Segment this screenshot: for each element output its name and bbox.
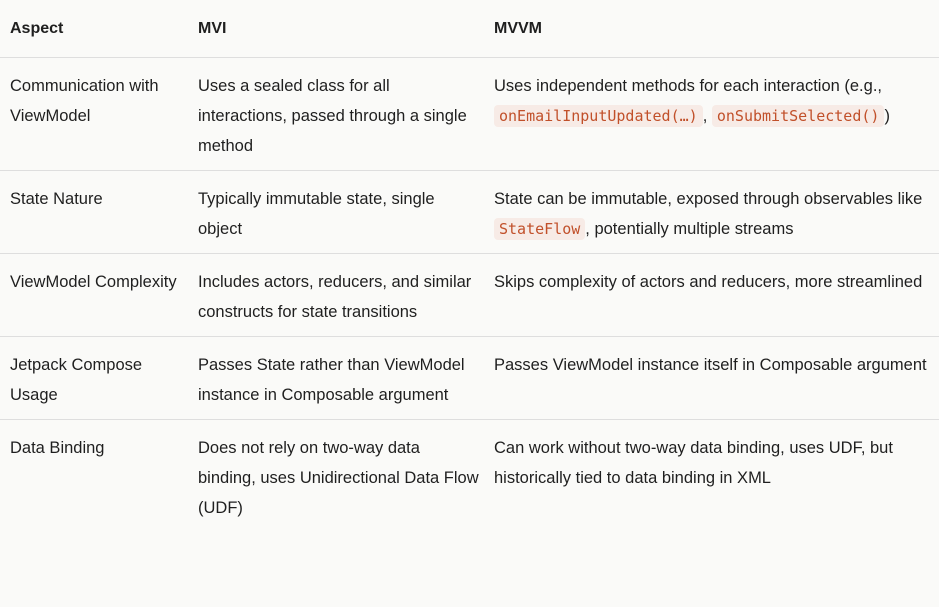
aspect-cell: Communication with ViewModel bbox=[0, 58, 188, 171]
table-row bbox=[0, 254, 939, 337]
mvvm-text: Uses independent methods for each interaction (e.g., bbox=[494, 77, 882, 95]
aspect-cell: Data Binding bbox=[10, 439, 105, 457]
mvvm-text: , potentially multiple streams bbox=[585, 220, 794, 238]
aspect-cell: State Nature bbox=[0, 171, 188, 254]
code-snippet: onSubmitSelected() bbox=[712, 105, 885, 127]
mvvm-text: ) bbox=[884, 107, 890, 125]
header-mvvm: MVVM bbox=[484, 0, 939, 58]
mvi-cell: Uses a sealed class for all interactions, passed through a single method bbox=[188, 58, 484, 171]
header-aspect: Aspect bbox=[0, 0, 188, 58]
mvvm-cell: Skips complexity of actors and reducers, more streamlined bbox=[484, 254, 939, 337]
header-row bbox=[0, 0, 939, 58]
table-row bbox=[0, 171, 939, 254]
table-row bbox=[0, 337, 939, 420]
mvvm-cell: Can work without two-way data binding, uses UDF, but historically tied to data binding in XML bbox=[494, 439, 893, 487]
header-mvi: MVI bbox=[188, 0, 484, 58]
code-snippet: StateFlow bbox=[494, 218, 585, 240]
mvi-cell: Includes actors, reducers, and similar constructs for state transitions bbox=[188, 254, 484, 337]
mvvm-cell bbox=[484, 58, 939, 171]
mvvm-text: State can be immutable, exposed through observables like bbox=[494, 190, 923, 208]
aspect-cell: Jetpack Compose Usage bbox=[0, 337, 188, 420]
table-row bbox=[0, 58, 939, 171]
mvvm-text: , bbox=[702, 107, 708, 125]
mvvm-cell bbox=[484, 171, 939, 254]
mvi-cell: Typically immutable state, single object bbox=[188, 171, 484, 254]
table-row bbox=[0, 420, 939, 533]
mvi-cell: Does not rely on two-way data binding, uses Unidirectional Data Flow (UDF) bbox=[198, 439, 479, 517]
code-snippet: onEmailInputUpdated(…) bbox=[494, 105, 703, 127]
mvvm-cell: Passes ViewModel instance itself in Composable argument bbox=[484, 337, 939, 420]
aspect-cell: ViewModel Complexity bbox=[0, 254, 188, 337]
mvi-cell: Passes State rather than ViewModel instance in Composable argument bbox=[188, 337, 484, 420]
